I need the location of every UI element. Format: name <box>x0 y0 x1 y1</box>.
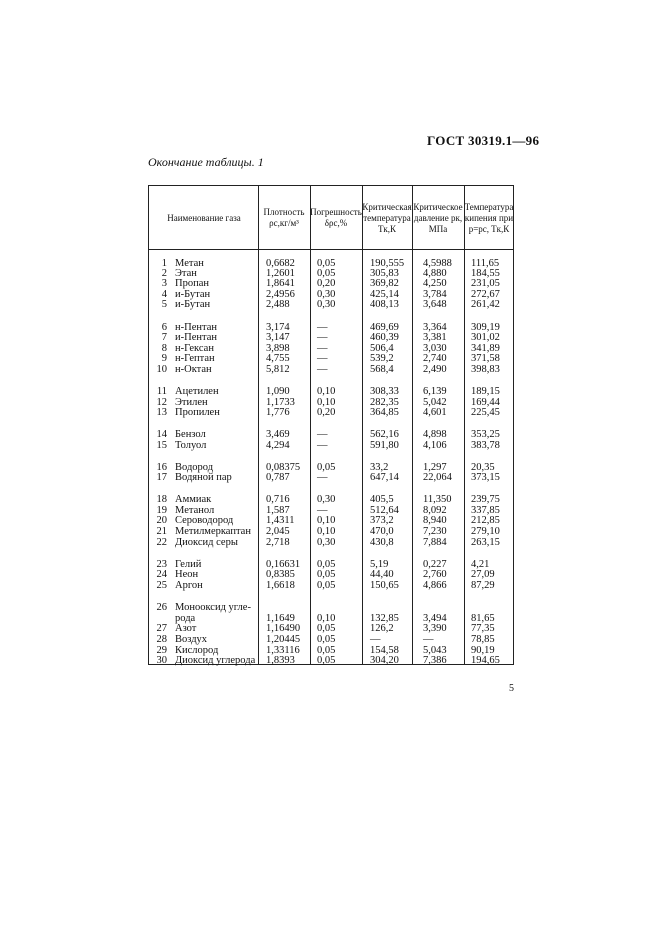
boiling-temperature-value: 261,42 <box>471 299 500 310</box>
boiling-temperature-value: 4,21 <box>471 559 490 570</box>
boiling-temperature-value: 263,15 <box>471 537 500 548</box>
row-number: 4 <box>161 289 167 300</box>
critical-temperature-value: 647,14 <box>370 472 399 483</box>
header-divider <box>149 249 513 250</box>
density-value: 1,776 <box>266 407 290 418</box>
critical-temperature-value: 132,85 <box>370 613 399 624</box>
error-value: 0,05 <box>317 634 336 645</box>
density-value: 4,755 <box>266 353 290 364</box>
table-row <box>149 364 513 375</box>
error-value: — <box>317 343 328 354</box>
density-value: 4,294 <box>266 440 290 451</box>
gas-name: Кислород <box>175 645 219 656</box>
critical-temperature-value: 44,40 <box>370 569 394 580</box>
density-value: 0,08375 <box>266 462 301 473</box>
row-number: 12 <box>156 397 167 408</box>
error-value: 0,10 <box>317 397 336 408</box>
error-value: 0,10 <box>317 386 336 397</box>
critical-temperature-value: 512,64 <box>370 505 399 516</box>
density-value: 0,16631 <box>266 559 301 570</box>
critical-temperature-value: 190,555 <box>370 258 405 269</box>
density-value: 1,8641 <box>266 278 295 289</box>
boiling-temperature-value: 272,67 <box>471 289 500 300</box>
error-value: — <box>317 332 328 343</box>
boiling-temperature-value: 78,85 <box>471 634 495 645</box>
critical-temperature-value: 150,65 <box>370 580 399 591</box>
error-value: 0,30 <box>317 299 336 310</box>
critical-temperature-value: 5,19 <box>370 559 389 570</box>
table-row <box>149 353 513 364</box>
density-value: 1,587 <box>266 505 290 516</box>
column-header-density: Плотность ρc,кг/м³ <box>263 207 305 228</box>
table-row <box>149 580 513 591</box>
boiling-temperature-value: 87,29 <box>471 580 495 591</box>
error-value: — <box>317 429 328 440</box>
critical-pressure-value: 5,042 <box>423 397 447 408</box>
critical-temperature-value: 539,2 <box>370 353 394 364</box>
column-header-name: Наименование газа <box>167 212 241 223</box>
error-value: 0,05 <box>317 559 336 570</box>
table-row <box>149 623 513 634</box>
column-header-boiling-temperature: Температура кипения при p=pc, Tк,К <box>464 201 514 234</box>
density-value: 3,469 <box>266 429 290 440</box>
table-row <box>149 407 513 418</box>
critical-pressure-value: 3,381 <box>423 332 447 343</box>
gas-name: Азот <box>175 623 197 634</box>
row-number: 17 <box>156 472 167 483</box>
error-value: — <box>317 440 328 451</box>
error-value: 0,05 <box>317 258 336 269</box>
gas-name: Диоксид серы <box>175 537 238 548</box>
gas-name: Диоксид углерода <box>175 655 256 666</box>
critical-temperature-value: 506,4 <box>370 343 394 354</box>
row-number: 3 <box>161 278 167 289</box>
critical-pressure-value: 8,092 <box>423 505 447 516</box>
table-row <box>149 440 513 451</box>
row-number: 10 <box>156 364 167 375</box>
gas-name: Воздух <box>175 634 208 645</box>
gas-name: Этан <box>175 268 197 279</box>
critical-temperature-value: 425,14 <box>370 289 399 300</box>
density-value: 1,4311 <box>266 515 295 526</box>
critical-temperature-value: 562,16 <box>370 429 399 440</box>
critical-temperature-value: 405,5 <box>370 494 394 505</box>
row-number: 28 <box>156 634 167 645</box>
page-number: 5 <box>509 683 514 694</box>
row-number: 14 <box>156 429 167 440</box>
boiling-temperature-value: 184,55 <box>471 268 500 279</box>
error-value: 0,10 <box>317 526 336 537</box>
density-value: 2,488 <box>266 299 290 310</box>
density-value: 2,718 <box>266 537 290 548</box>
boiling-temperature-value: 20,35 <box>471 462 495 473</box>
table-row <box>149 278 513 289</box>
table-row <box>149 602 513 613</box>
density-value: 1,1733 <box>266 397 295 408</box>
error-value: 0,10 <box>317 613 336 624</box>
boiling-temperature-value: 231,05 <box>471 278 500 289</box>
critical-pressure-value: 4,898 <box>423 429 447 440</box>
gas-name: и-Бутан <box>175 299 211 310</box>
table-row <box>149 332 513 343</box>
row-number: 16 <box>156 462 167 473</box>
critical-pressure-value: 3,784 <box>423 289 447 300</box>
error-value: 0,30 <box>317 289 336 300</box>
critical-pressure-value: 7,884 <box>423 537 447 548</box>
gas-name: Метанол <box>175 505 215 516</box>
boiling-temperature-value: 77,35 <box>471 623 495 634</box>
error-value: 0,30 <box>317 494 336 505</box>
boiling-temperature-value: 90,19 <box>471 645 495 656</box>
density-value: 1,20445 <box>266 634 301 645</box>
row-number: 5 <box>161 299 167 310</box>
density-value: 1,1649 <box>266 613 295 624</box>
gas-name: Аргон <box>175 580 203 591</box>
error-value: 0,05 <box>317 462 336 473</box>
row-number: 7 <box>161 332 167 343</box>
error-value: — <box>317 505 328 516</box>
column-header-critical-temperature: Критическая температура Tк,К <box>362 201 412 234</box>
table-row <box>149 655 513 666</box>
boiling-temperature-value: 189,15 <box>471 386 500 397</box>
boiling-temperature-value: 194,65 <box>471 655 500 666</box>
table-row <box>149 299 513 310</box>
error-value: 0,05 <box>317 655 336 666</box>
density-value: 3,147 <box>266 332 290 343</box>
row-number: 26 <box>156 602 167 613</box>
critical-pressure-value: 11,350 <box>423 494 452 505</box>
row-number: 27 <box>156 623 167 634</box>
gas-name: Метилмеркаптан <box>175 526 251 537</box>
density-value: 2,045 <box>266 526 290 537</box>
column-header-critical-pressure: Критическое давление pк, МПа <box>413 201 463 234</box>
gas-name: Ацетилен <box>175 386 219 397</box>
row-number: 22 <box>156 537 167 548</box>
row-number: 15 <box>156 440 167 451</box>
boiling-temperature-value: 309,19 <box>471 322 500 333</box>
critical-pressure-value: 5,043 <box>423 645 447 656</box>
gas-name: Аммиак <box>175 494 212 505</box>
document-header: ГОСТ 30319.1—96 <box>427 133 540 148</box>
critical-temperature-value: 369,82 <box>370 278 399 289</box>
gas-name: и-Пентан <box>175 332 217 343</box>
critical-temperature-value: 282,35 <box>370 397 399 408</box>
gas-properties-table <box>148 185 514 665</box>
boiling-temperature-value: 225,45 <box>471 407 500 418</box>
critical-temperature-value: — <box>370 634 381 645</box>
gas-name: Пропан <box>175 278 209 289</box>
row-number: 18 <box>156 494 167 505</box>
error-value: 0,05 <box>317 580 336 591</box>
table-row <box>149 515 513 526</box>
gas-name: Этилен <box>175 397 208 408</box>
gas-name: Пропилен <box>175 407 220 418</box>
critical-pressure-value: 7,386 <box>423 655 447 666</box>
boiling-temperature-value: 27,09 <box>471 569 495 580</box>
error-value: — <box>317 353 328 364</box>
density-value: 2,4956 <box>266 289 295 300</box>
critical-temperature-value: 154,58 <box>370 645 399 656</box>
critical-temperature-value: 305,83 <box>370 268 399 279</box>
critical-pressure-value: 2,490 <box>423 364 447 375</box>
critical-pressure-value: 22,064 <box>423 472 452 483</box>
row-number: 9 <box>161 353 167 364</box>
boiling-temperature-value: 337,85 <box>471 505 500 516</box>
table-row <box>149 429 513 440</box>
table-row <box>149 569 513 580</box>
gas-name: н-Гептан <box>175 353 215 364</box>
table-row <box>149 526 513 537</box>
critical-temperature-value: 430,8 <box>370 537 394 548</box>
density-value: 0,8385 <box>266 569 295 580</box>
gas-name: Сероводород <box>175 515 234 526</box>
critical-temperature-value: 469,69 <box>370 322 399 333</box>
critical-pressure-value: 2,740 <box>423 353 447 364</box>
critical-pressure-value: 3,364 <box>423 322 447 333</box>
row-number: 30 <box>156 655 167 666</box>
table-row <box>149 472 513 483</box>
boiling-temperature-value: 383,78 <box>471 440 500 451</box>
table-row <box>149 386 513 397</box>
critical-pressure-value: 1,297 <box>423 462 447 473</box>
column-header-error: Погрешность δρc,% <box>310 207 362 228</box>
critical-pressure-value: 2,760 <box>423 569 447 580</box>
critical-temperature-value: 460,39 <box>370 332 399 343</box>
boiling-temperature-value: 212,85 <box>471 515 500 526</box>
error-value: 0,05 <box>317 268 336 279</box>
critical-temperature-value: 591,80 <box>370 440 399 451</box>
density-value: 1,33116 <box>266 645 300 656</box>
critical-temperature-value: 304,20 <box>370 655 399 666</box>
critical-temperature-value: 470,0 <box>370 526 394 537</box>
error-value: 0,05 <box>317 645 336 656</box>
critical-pressure-value: 0,227 <box>423 559 447 570</box>
density-value: 5,812 <box>266 364 290 375</box>
error-value: 0,20 <box>317 407 336 418</box>
boiling-temperature-value: 398,83 <box>471 364 500 375</box>
row-number: 21 <box>156 526 167 537</box>
critical-pressure-value: 4,601 <box>423 407 447 418</box>
gas-name: Метан <box>175 258 204 269</box>
critical-pressure-value: 6,139 <box>423 386 447 397</box>
table-caption: Окончание таблицы. 1 <box>148 155 264 169</box>
gas-name: и-Бутан <box>175 289 211 300</box>
row-number: 23 <box>156 559 167 570</box>
critical-temperature-value: 126,2 <box>370 623 394 634</box>
row-number: 29 <box>156 645 167 656</box>
gas-name: Толуол <box>175 440 207 451</box>
density-value: 0,716 <box>266 494 290 505</box>
gas-name: Монооксид угле- <box>175 602 251 613</box>
critical-pressure-value: 3,648 <box>423 299 447 310</box>
density-value: 1,8393 <box>266 655 295 666</box>
critical-pressure-value: 4,880 <box>423 268 447 279</box>
boiling-temperature-value: 371,58 <box>471 353 500 364</box>
row-number: 25 <box>156 580 167 591</box>
critical-temperature-value: 308,33 <box>370 386 399 397</box>
gas-name: н-Пентан <box>175 322 217 333</box>
boiling-temperature-value: 373,15 <box>471 472 500 483</box>
gas-name: Бензол <box>175 429 206 440</box>
density-value: 1,16490 <box>266 623 301 634</box>
row-number: 1 <box>161 258 167 269</box>
row-number: 19 <box>156 505 167 516</box>
critical-pressure-value: — <box>423 634 434 645</box>
density-value: 1,2601 <box>266 268 295 279</box>
density-value: 3,898 <box>266 343 290 354</box>
boiling-temperature-value: 353,25 <box>471 429 500 440</box>
critical-temperature-value: 33,2 <box>370 462 389 473</box>
gas-name: н-Гексан <box>175 343 214 354</box>
critical-pressure-value: 4,106 <box>423 440 447 451</box>
error-value: — <box>317 322 328 333</box>
row-number: 13 <box>156 407 167 418</box>
error-value: 0,05 <box>317 623 336 634</box>
critical-temperature-value: 373,2 <box>370 515 394 526</box>
critical-pressure-value: 4,250 <box>423 278 447 289</box>
critical-temperature-value: 408,13 <box>370 299 399 310</box>
row-number: 8 <box>161 343 167 354</box>
row-number: 6 <box>161 322 167 333</box>
row-number: 2 <box>161 268 167 279</box>
gas-name: Неон <box>175 569 199 580</box>
row-number: 20 <box>156 515 167 526</box>
boiling-temperature-value: 341,89 <box>471 343 500 354</box>
density-value: 0,787 <box>266 472 290 483</box>
error-value: 0,10 <box>317 515 336 526</box>
error-value: — <box>317 472 328 483</box>
density-value: 3,174 <box>266 322 290 333</box>
table-row <box>149 634 513 645</box>
error-value: 0,20 <box>317 278 336 289</box>
row-number: 24 <box>156 569 167 580</box>
boiling-temperature-value: 111,65 <box>471 258 500 269</box>
critical-temperature-value: 364,85 <box>370 407 399 418</box>
critical-pressure-value: 4,5988 <box>423 258 452 269</box>
boiling-temperature-value: 169,44 <box>471 397 500 408</box>
boiling-temperature-value: 81,65 <box>471 613 495 624</box>
critical-pressure-value: 4,866 <box>423 580 447 591</box>
critical-pressure-value: 8,940 <box>423 515 447 526</box>
density-value: 1,090 <box>266 386 290 397</box>
density-value: 1,6618 <box>266 580 295 591</box>
density-value: 0,6682 <box>266 258 295 269</box>
boiling-temperature-value: 301,02 <box>471 332 500 343</box>
gas-name: рода <box>175 613 196 624</box>
gas-name: н-Октан <box>175 364 212 375</box>
table-row <box>149 537 513 548</box>
error-value: — <box>317 364 328 375</box>
gas-name: Гелий <box>175 559 202 570</box>
boiling-temperature-value: 239,75 <box>471 494 500 505</box>
row-number: 11 <box>156 386 167 397</box>
error-value: 0,05 <box>317 569 336 580</box>
gas-name: Водород <box>175 462 214 473</box>
critical-pressure-value: 7,230 <box>423 526 447 537</box>
critical-pressure-value: 3,390 <box>423 623 447 634</box>
error-value: 0,30 <box>317 537 336 548</box>
table-row <box>149 494 513 505</box>
critical-pressure-value: 3,030 <box>423 343 447 354</box>
critical-temperature-value: 568,4 <box>370 364 394 375</box>
gas-name: Водяной пар <box>175 472 232 483</box>
critical-pressure-value: 3,494 <box>423 613 447 624</box>
boiling-temperature-value: 279,10 <box>471 526 500 537</box>
